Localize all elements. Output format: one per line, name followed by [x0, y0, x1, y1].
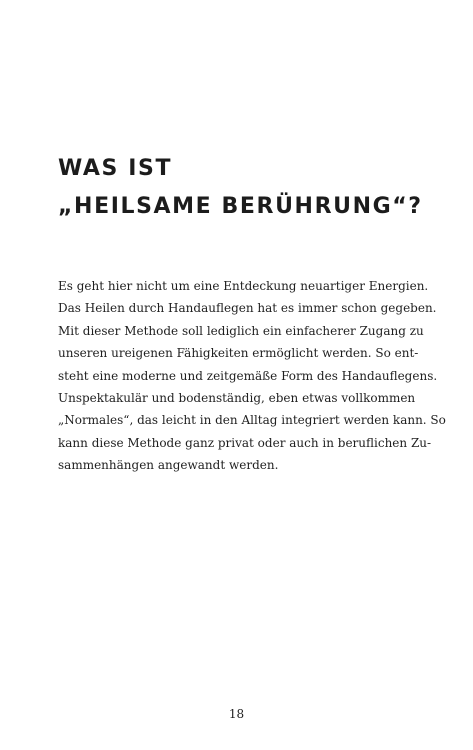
body-line: „Normales“, das leicht in den Alltag integriert werden kann. So — [58, 413, 446, 428]
chapter-heading — [58, 150, 438, 226]
body-line: Das Heilen durch Handauflegen hat es immer schon gegeben. — [58, 301, 437, 316]
page-number: 18 — [228, 707, 245, 721]
body-line: Es geht hier nicht um eine Entdeckung neuartiger Energien. — [58, 279, 429, 293]
body-paragraph — [58, 275, 446, 477]
body-line: Mit dieser Methode soll lediglich ein einfacherer Zugang zu — [58, 323, 424, 338]
body-line: sammenhängen angewandt werden. — [58, 458, 279, 473]
body-line: unseren ureigenen Fähigkeiten ermöglicht werden. So ent- — [58, 346, 419, 361]
body-line: Unspektakulär und bodenständig, eben etwas vollkommen — [58, 391, 416, 406]
chapter-heading-line-2: „HEILSAME BERÜHRUNG“? — [58, 194, 423, 219]
body-line: steht eine moderne und zeitgemäße Form des Handauflegens. — [58, 368, 438, 383]
body-line: kann diese Methode ganz privat oder auch in beruflichen Zu- — [58, 435, 432, 450]
chapter-heading-line-1: WAS IST — [58, 156, 173, 181]
